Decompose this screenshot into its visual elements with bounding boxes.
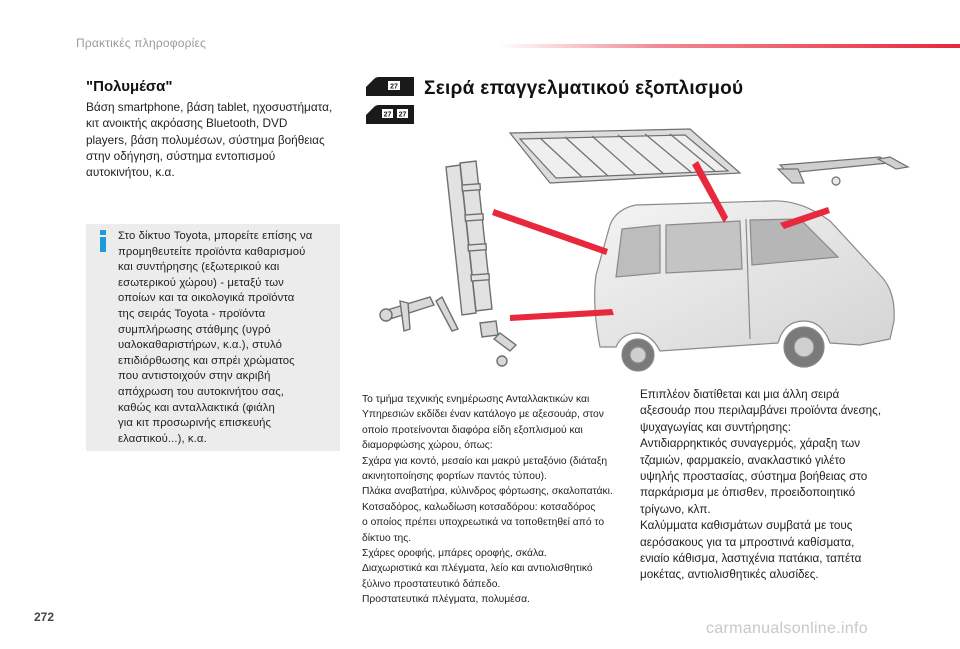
- text-line: players, βάση πολυμέσων, σύστημα βοήθειας: [86, 132, 325, 147]
- text-line: ακινητοποίησης φορτίων παντός τύπου).: [362, 471, 547, 483]
- text-line: μοκέτας, αντιολισθητικές αλυσίδες.: [640, 568, 819, 582]
- text-line: ψυχαγωγίας και συντήρησης:: [640, 420, 791, 434]
- text-line: Διαχωριστικά και πλέγματα, λείο και αντιολισθητικό: [362, 563, 593, 575]
- multimedia-paragraph: [86, 99, 346, 180]
- text-line: αξεσουάρ που περιλαμβάνει προϊόντα άνεσης,: [640, 404, 882, 418]
- tow-bars: [380, 297, 516, 366]
- van-badge: 27: [383, 111, 392, 119]
- professional-equipment-heading: Σειρά επαγγελματικού εξοπλισμού: [424, 78, 744, 99]
- text-line: ενιαίο κάθισμα, λαστιχένια πατάκια, ταπέτα: [640, 552, 862, 566]
- text-line: επιδιόρθωσης και σπρέι χρώματος: [118, 354, 295, 367]
- text-line: Πλάκα αναβατήρα, κύλινδρος φόρτωσης, σκαλοπατάκι.: [362, 486, 613, 498]
- text-line: τρίγωνο, κλπ.: [640, 502, 711, 516]
- text-line: της σειράς Toyota - προϊόντα: [118, 307, 266, 320]
- text-line: ελαστικού...), κ.α.: [118, 432, 207, 445]
- text-line: προμηθευτείτε προϊόντα καθαρισμού: [118, 245, 306, 258]
- text-line: Υπηρεσιών εκδίδει έναν κατάλογο με αξεσουάρ, στον: [362, 409, 604, 421]
- text-line: Το τμήμα τεχνικής ενημέρωσης Ανταλλακτικών και: [362, 394, 590, 405]
- section-title: Πρακτικές πληροφορίες: [76, 36, 207, 50]
- text-line: Αντιδιαρρηκτικός συναγερμός, χάραξη των: [640, 437, 861, 451]
- van-badge: 27: [390, 83, 398, 91]
- roof-bars: [778, 157, 908, 185]
- text-line: Σχάρα για κοντό, μεσαίο και μακρύ μεταξόνιο (διάταξη: [362, 455, 608, 467]
- text-line: διαμορφώσης χώρου, όπως:: [362, 440, 493, 452]
- text-line: κιτ ανοικτής ακρόασης Bluetooth, DVD: [86, 116, 288, 131]
- van-body: [595, 201, 895, 371]
- text-line: καθώς και ανταλλακτικά (φιάλη: [118, 401, 275, 414]
- page-number: 272: [34, 610, 55, 624]
- van-badge: 27: [398, 111, 407, 119]
- info-icon: [96, 230, 110, 252]
- text-line: οποίο προτείνονται διαφόρα είδη εξοπλισμού και: [362, 424, 583, 436]
- text-line: δίκτυο της.: [362, 532, 412, 544]
- catalogue-paragraph: [362, 392, 634, 608]
- text-line: αυτοκινήτου, κ.α.: [86, 165, 175, 180]
- text-line: και συντήρησης (εξωτερικού και: [118, 261, 280, 274]
- text-line: αερόσακους για τα μπροστινά καθίσματα,: [640, 535, 855, 549]
- accessories-illustration: [360, 125, 920, 387]
- ladder: [446, 161, 492, 315]
- text-line: Επιπλέον διατίθεται και μια άλλη σειρά: [640, 388, 840, 401]
- text-line: παρκάρισμα με όπισθεν, προειδοποιητικό: [640, 486, 856, 500]
- text-line: στην οδήγηση, σύστημα εντοπισμού: [86, 148, 276, 163]
- text-line: τζαμιών, φαρμακείο, ανακλαστικό γιλέτο: [640, 453, 846, 467]
- van-icon: [364, 76, 416, 98]
- text-line: Σχάρες οροφής, μπάρες οροφής, σκάλα.: [362, 548, 547, 560]
- text-line: ο οποίος πρέπει υποχρεωτικά να τοποθετηθεί από το: [362, 517, 605, 529]
- text-line: Κοτσαδόρος, καλωδίωση κοτσαδόρου: κοτσαδόρος: [362, 501, 596, 513]
- multimedia-heading: "Πολυμέσα": [86, 78, 173, 95]
- info-paragraph: [118, 229, 338, 447]
- van-icon: [364, 104, 416, 126]
- comfort-accessories-paragraph: [640, 387, 912, 584]
- header-accent-bar: [498, 44, 960, 48]
- text-line: υαλοκαθαριστήρων, κ.α.), στυλό: [118, 339, 283, 352]
- text-line: οποίων και τα οικολογικά προϊόντα: [118, 292, 295, 305]
- text-line: ξύλινο προστατευτικό δάπεδο.: [362, 578, 501, 590]
- text-line: που αντιστοιχούν στην ακριβή: [118, 370, 271, 383]
- text-line: για κιτ προσωρινής επισκευής: [118, 417, 272, 430]
- watermark: carmanualsonline.info: [706, 620, 868, 637]
- text-line: Προστατευτικά πλέγματα, πολυμέσα.: [362, 594, 530, 606]
- text-line: απόχρωση του αυτοκινήτου σας,: [118, 385, 285, 398]
- text-line: Στο δίκτυο Toyota, μπορείτε επίσης να: [118, 230, 313, 242]
- text-line: συμπλήρωσης στάθμης (υγρό: [118, 323, 271, 336]
- roof-rack: [510, 129, 740, 183]
- text-line: υψηλής προστασίας, σύστημα βοήθειας στο: [640, 470, 868, 484]
- text-line: εσωτερικού χώρου) - μεταξύ των: [118, 276, 284, 289]
- text-line: Βάση smartphone, βάση tablet, ηχοσυστήματα,: [86, 100, 333, 114]
- text-line: Καλύμματα καθισμάτων συμβατά με τους: [640, 519, 853, 533]
